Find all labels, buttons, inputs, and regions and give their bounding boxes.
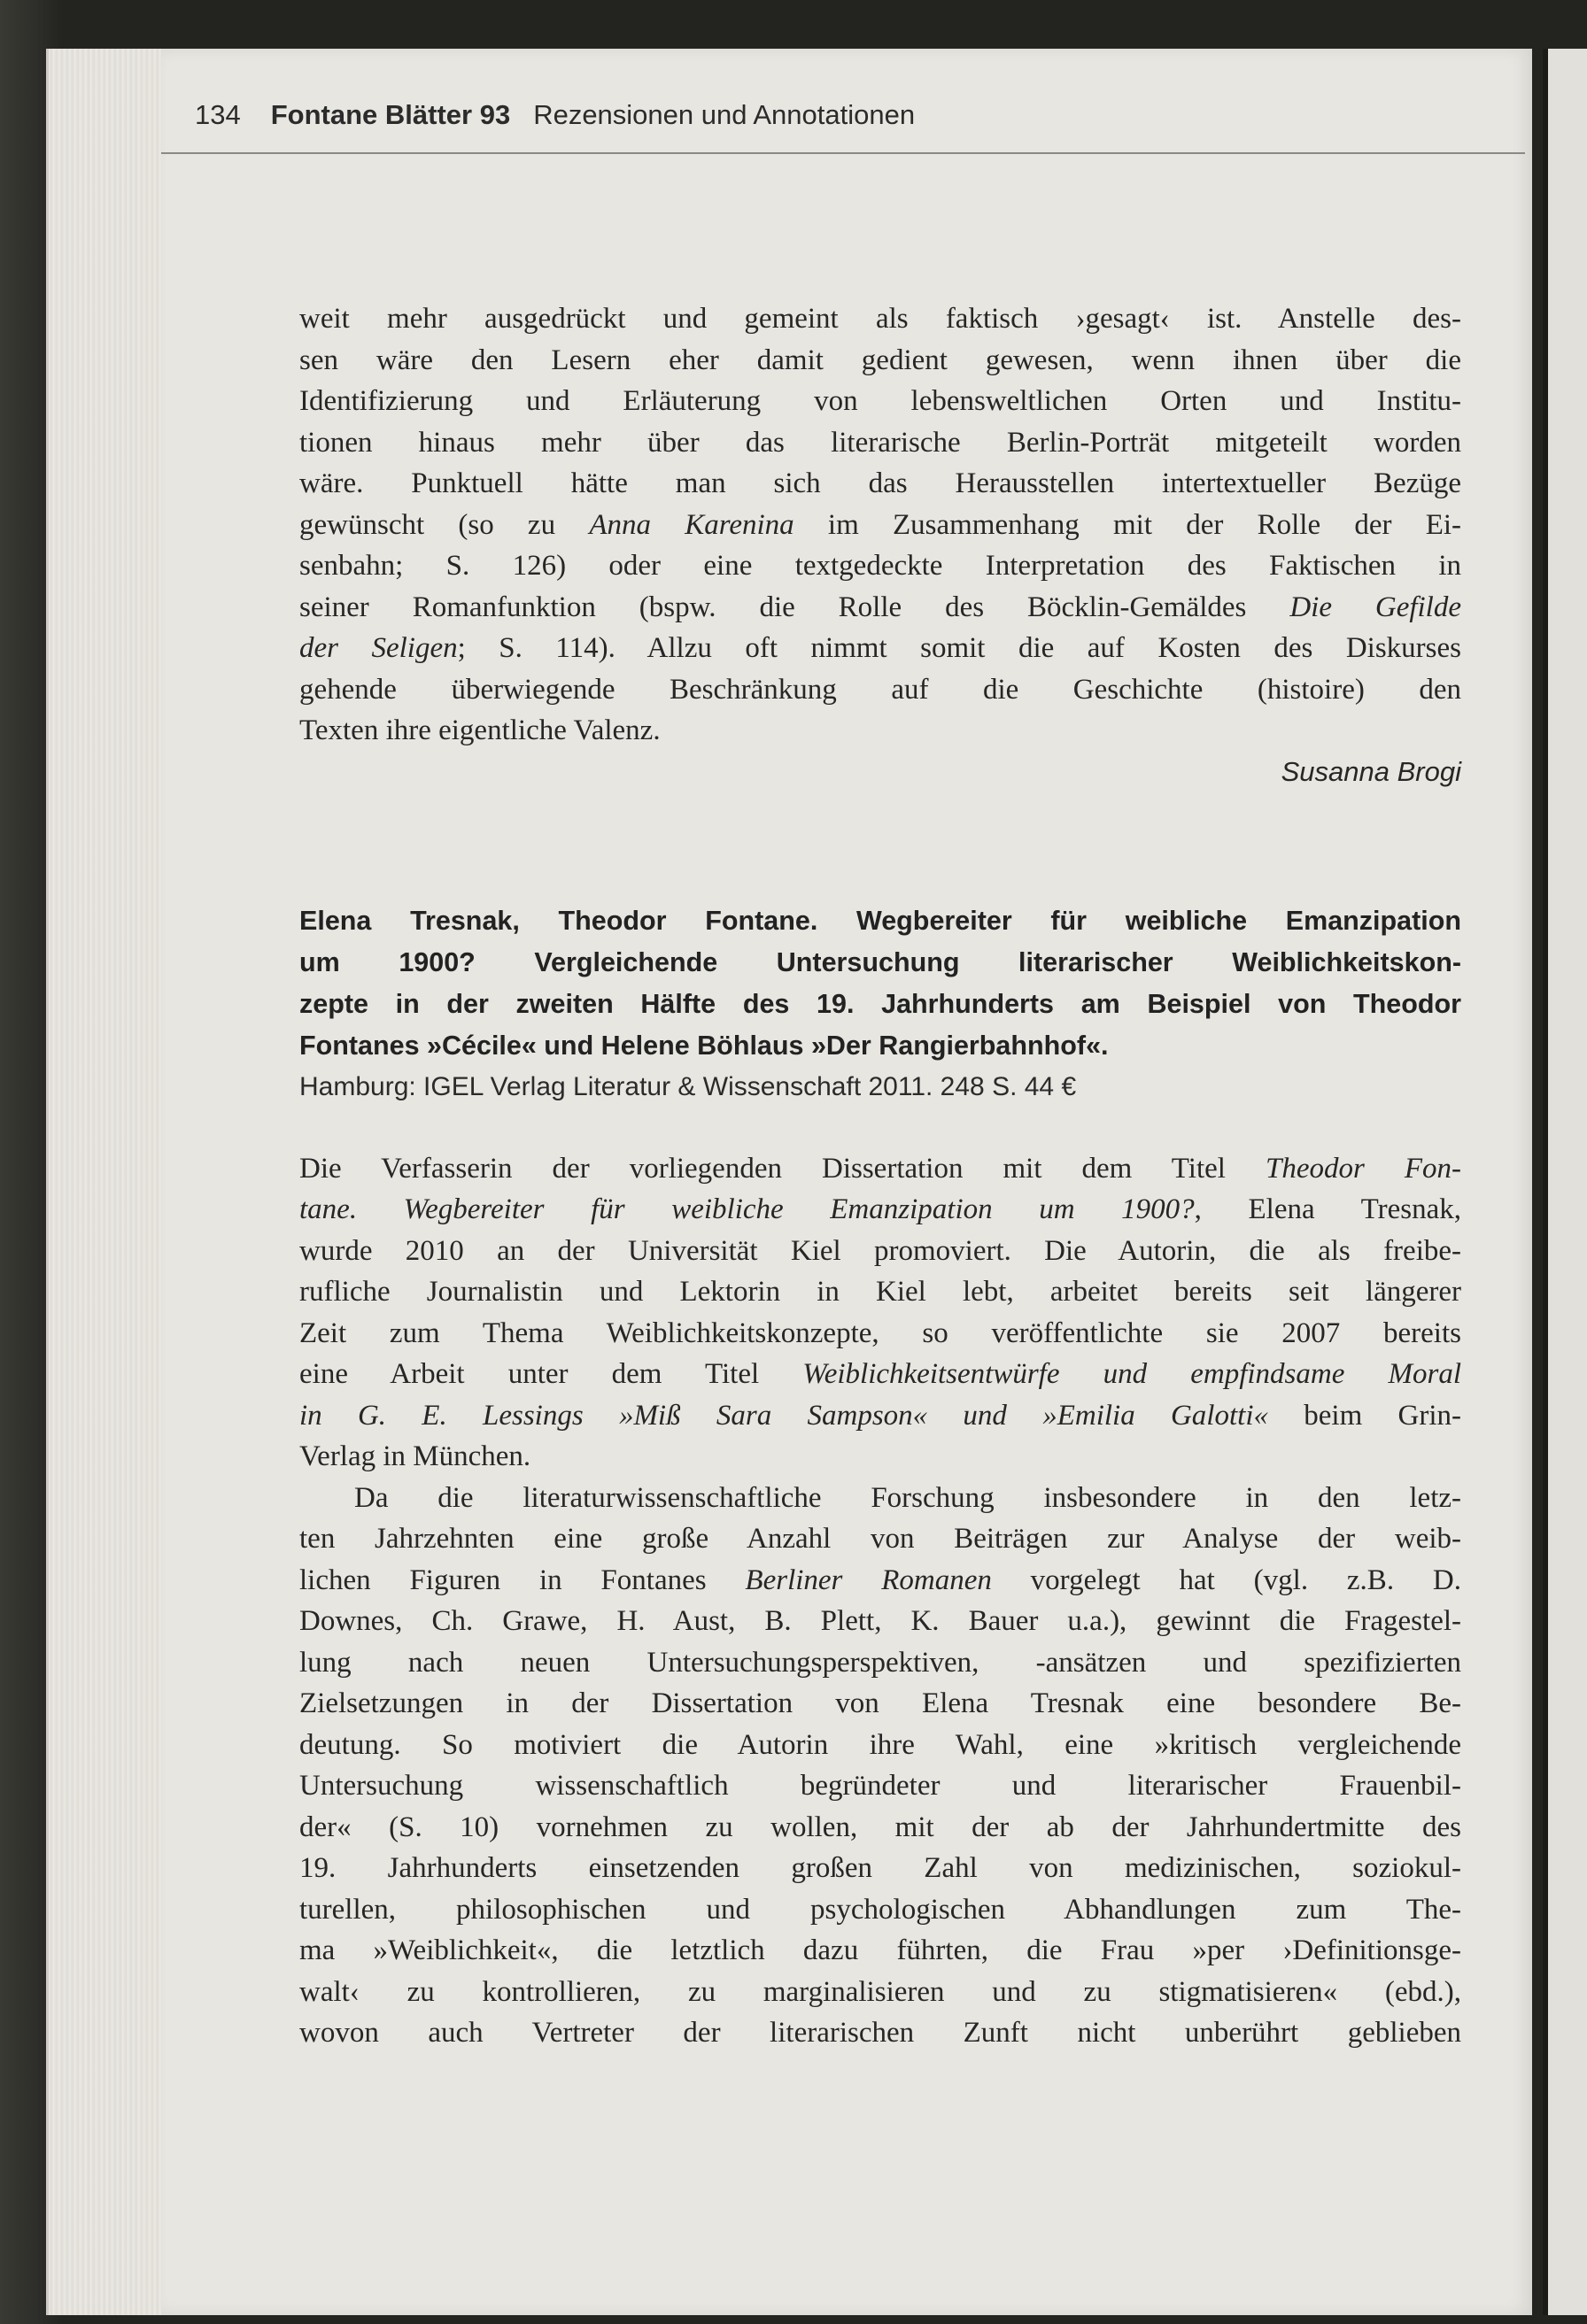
text-line: turellen, philosophischen und psychologischen Abhandlungen zum The- bbox=[299, 1893, 1461, 1926]
page-number: 134 bbox=[195, 99, 241, 130]
heading-line: Elena Tresnak, Theodor Fontane. Wegbereiter für weibliche Emanzipation bbox=[299, 905, 1461, 936]
text-line bbox=[299, 1560, 1461, 1602]
text-run: , Elena Tresnak, bbox=[1194, 1193, 1462, 1225]
text-line: Zeit zum Thema Weiblichkeitskonzepte, so veröffentlichte sie 2007 bereits bbox=[299, 1316, 1461, 1349]
title-italic: Berliner Romanen bbox=[745, 1563, 992, 1596]
reviewer-signature: Susanna Brogi bbox=[1281, 755, 1461, 787]
text-line: Identifizierung und Erläuterung von lebensweltlichen Orten und Institu- bbox=[299, 385, 1461, 417]
page-body bbox=[299, 298, 1461, 2054]
title-italic: der Seligen bbox=[299, 632, 458, 664]
heading-line: zepte in der zweiten Hälfte des 19. Jahrhunderts am Beispiel von Theodor bbox=[299, 988, 1461, 1019]
text-line: wovon auch Vertreter der literarischen Zunft nicht unberührt geblieben bbox=[299, 2017, 1461, 2049]
text-line: wäre. Punktuell hätte man sich das Herausstellen intertextueller Bezüge bbox=[299, 467, 1461, 499]
text-line: ten Jahrzehnten eine große Anzahl von Beiträgen zur Analyse der weib- bbox=[299, 1523, 1461, 1555]
title-italic: Die Gefilde bbox=[1289, 591, 1461, 623]
text-line: sen wäre den Lesern eher damit gedient gewesen, wenn ihnen über die bbox=[299, 344, 1461, 376]
text-line: rufliche Journalistin und Lektorin in Kiel lebt, arbeitet bereits seit längerer bbox=[299, 1276, 1461, 1308]
text-line bbox=[299, 1148, 1461, 1190]
text-run: ; S. 114). Allzu oft nimmt somit die auf Kosten des Diskurses bbox=[457, 632, 1461, 664]
text-line bbox=[299, 1189, 1461, 1231]
journal-title: Fontane Blätter 93 bbox=[270, 99, 511, 130]
review-paragraph-1 bbox=[299, 1148, 1461, 1478]
title-italic: Weiblichkeitsentwürfe und empfindsame Moral bbox=[802, 1358, 1461, 1390]
heading-line: um 1900? Vergleichende Untersuchung literarischer Weiblichkeitskon- bbox=[299, 946, 1461, 977]
title-italic: Anna Karenina bbox=[589, 508, 794, 541]
text-line: Zielsetzungen in der Dissertation von Elena Tresnak eine besondere Be- bbox=[299, 1687, 1461, 1719]
text-line: wurde 2010 an der Universität Kiel promoviert. Die Autorin, die als freibe- bbox=[299, 1234, 1461, 1267]
text-line: weit mehr ausgedrückt und gemeint als faktisch ›gesagt‹ ist. Anstelle des- bbox=[299, 303, 1461, 335]
text-line bbox=[299, 628, 1461, 669]
book-page-edges bbox=[46, 49, 164, 2315]
text-run: im Zusammenhang mit der Rolle der Ei- bbox=[794, 508, 1462, 541]
text-line: walt‹ zu kontrollieren, zu marginalisieren und zu stigmatisieren« (ebd.), bbox=[299, 1975, 1461, 2008]
title-italic: tane. Wegbereiter für weibliche Emanzipation um 1900? bbox=[299, 1193, 1195, 1225]
section-title: Rezensionen und Annotationen bbox=[533, 99, 916, 130]
text-line: ma »Weiblichkeit«, die letztlich dazu führten, die Frau »per ›Definitionsge- bbox=[299, 1934, 1461, 1966]
text-line: deutung. So motiviert die Autorin ihre Wahl, eine »kritisch vergleichende bbox=[299, 1728, 1461, 1761]
text-line: Da die literaturwissenschaftliche Forschung insbesondere in den letz- bbox=[354, 1481, 1461, 1514]
text-line bbox=[299, 1395, 1461, 1437]
text-run: vorgelegt hat (vgl. z.B. D. bbox=[991, 1563, 1461, 1596]
text-line: Verlag in München. bbox=[299, 1440, 531, 1472]
text-line: der« (S. 10) vornehmen zu wollen, mit der ab der Jahrhundertmitte des bbox=[299, 1811, 1461, 1843]
text-line: Texten ihre eigentliche Valenz. bbox=[299, 714, 661, 746]
text-line: tionen hinaus mehr über das literarische Berlin-Porträt mitgeteilt worden bbox=[299, 426, 1461, 459]
text-run: eine Arbeit unter dem Titel bbox=[299, 1358, 803, 1390]
text-run: Die Verfasserin der vorliegenden Dissertation mit dem Titel bbox=[299, 1152, 1266, 1185]
running-header bbox=[195, 99, 1523, 131]
review-paragraph-2 bbox=[299, 1478, 1461, 2054]
text-run: lichen Figuren in Fontanes bbox=[299, 1563, 746, 1596]
text-line: gehende überwiegende Beschränkung auf die Geschichte (histoire) den bbox=[299, 673, 1461, 706]
text-run: seiner Romanfunktion (bspw. die Rolle des Böcklin-Gemäldes bbox=[299, 591, 1290, 623]
text-line: senbahn; S. 126) oder eine textgedeckte Interpretation des Faktischen in bbox=[299, 550, 1461, 582]
text-run: beim Grin- bbox=[1267, 1399, 1461, 1432]
text-line: Untersuchung wissenschaftlich begründeter und literarischer Frauenbil- bbox=[299, 1770, 1461, 1802]
bibliographic-info: Hamburg: IGEL Verlag Literatur & Wissenschaft 2011. 248 S. 44 € bbox=[299, 1071, 1077, 1101]
text-line bbox=[299, 505, 1461, 546]
text-line bbox=[299, 587, 1461, 629]
heading-line: Fontanes »Cécile« und Helene Böhlaus »Der Rangierbahnhof«. bbox=[299, 1030, 1109, 1061]
text-line: lung nach neuen Untersuchungsperspektiven, -ansätzen und spezifizierten bbox=[299, 1646, 1461, 1679]
header-rule bbox=[161, 152, 1525, 154]
review-heading bbox=[299, 900, 1461, 1067]
review-end-paragraph bbox=[299, 298, 1461, 752]
text-line bbox=[299, 1354, 1461, 1395]
facing-page-edge bbox=[1543, 49, 1587, 2315]
title-italic: in G. E. Lessings »Miß Sara Sampson« und »Emilia Galotti« bbox=[299, 1399, 1268, 1432]
text-line: Downes, Ch. Grawe, H. Aust, B. Plett, K. Bauer u.a.), gewinnt die Fragestel- bbox=[299, 1605, 1461, 1637]
text-run: gewünscht (so zu bbox=[299, 508, 590, 541]
text-line: 19. Jahrhunderts einsetzenden großen Zahl von medizinischen, soziokul- bbox=[299, 1852, 1461, 1884]
title-italic: Theodor Fon- bbox=[1265, 1152, 1461, 1185]
